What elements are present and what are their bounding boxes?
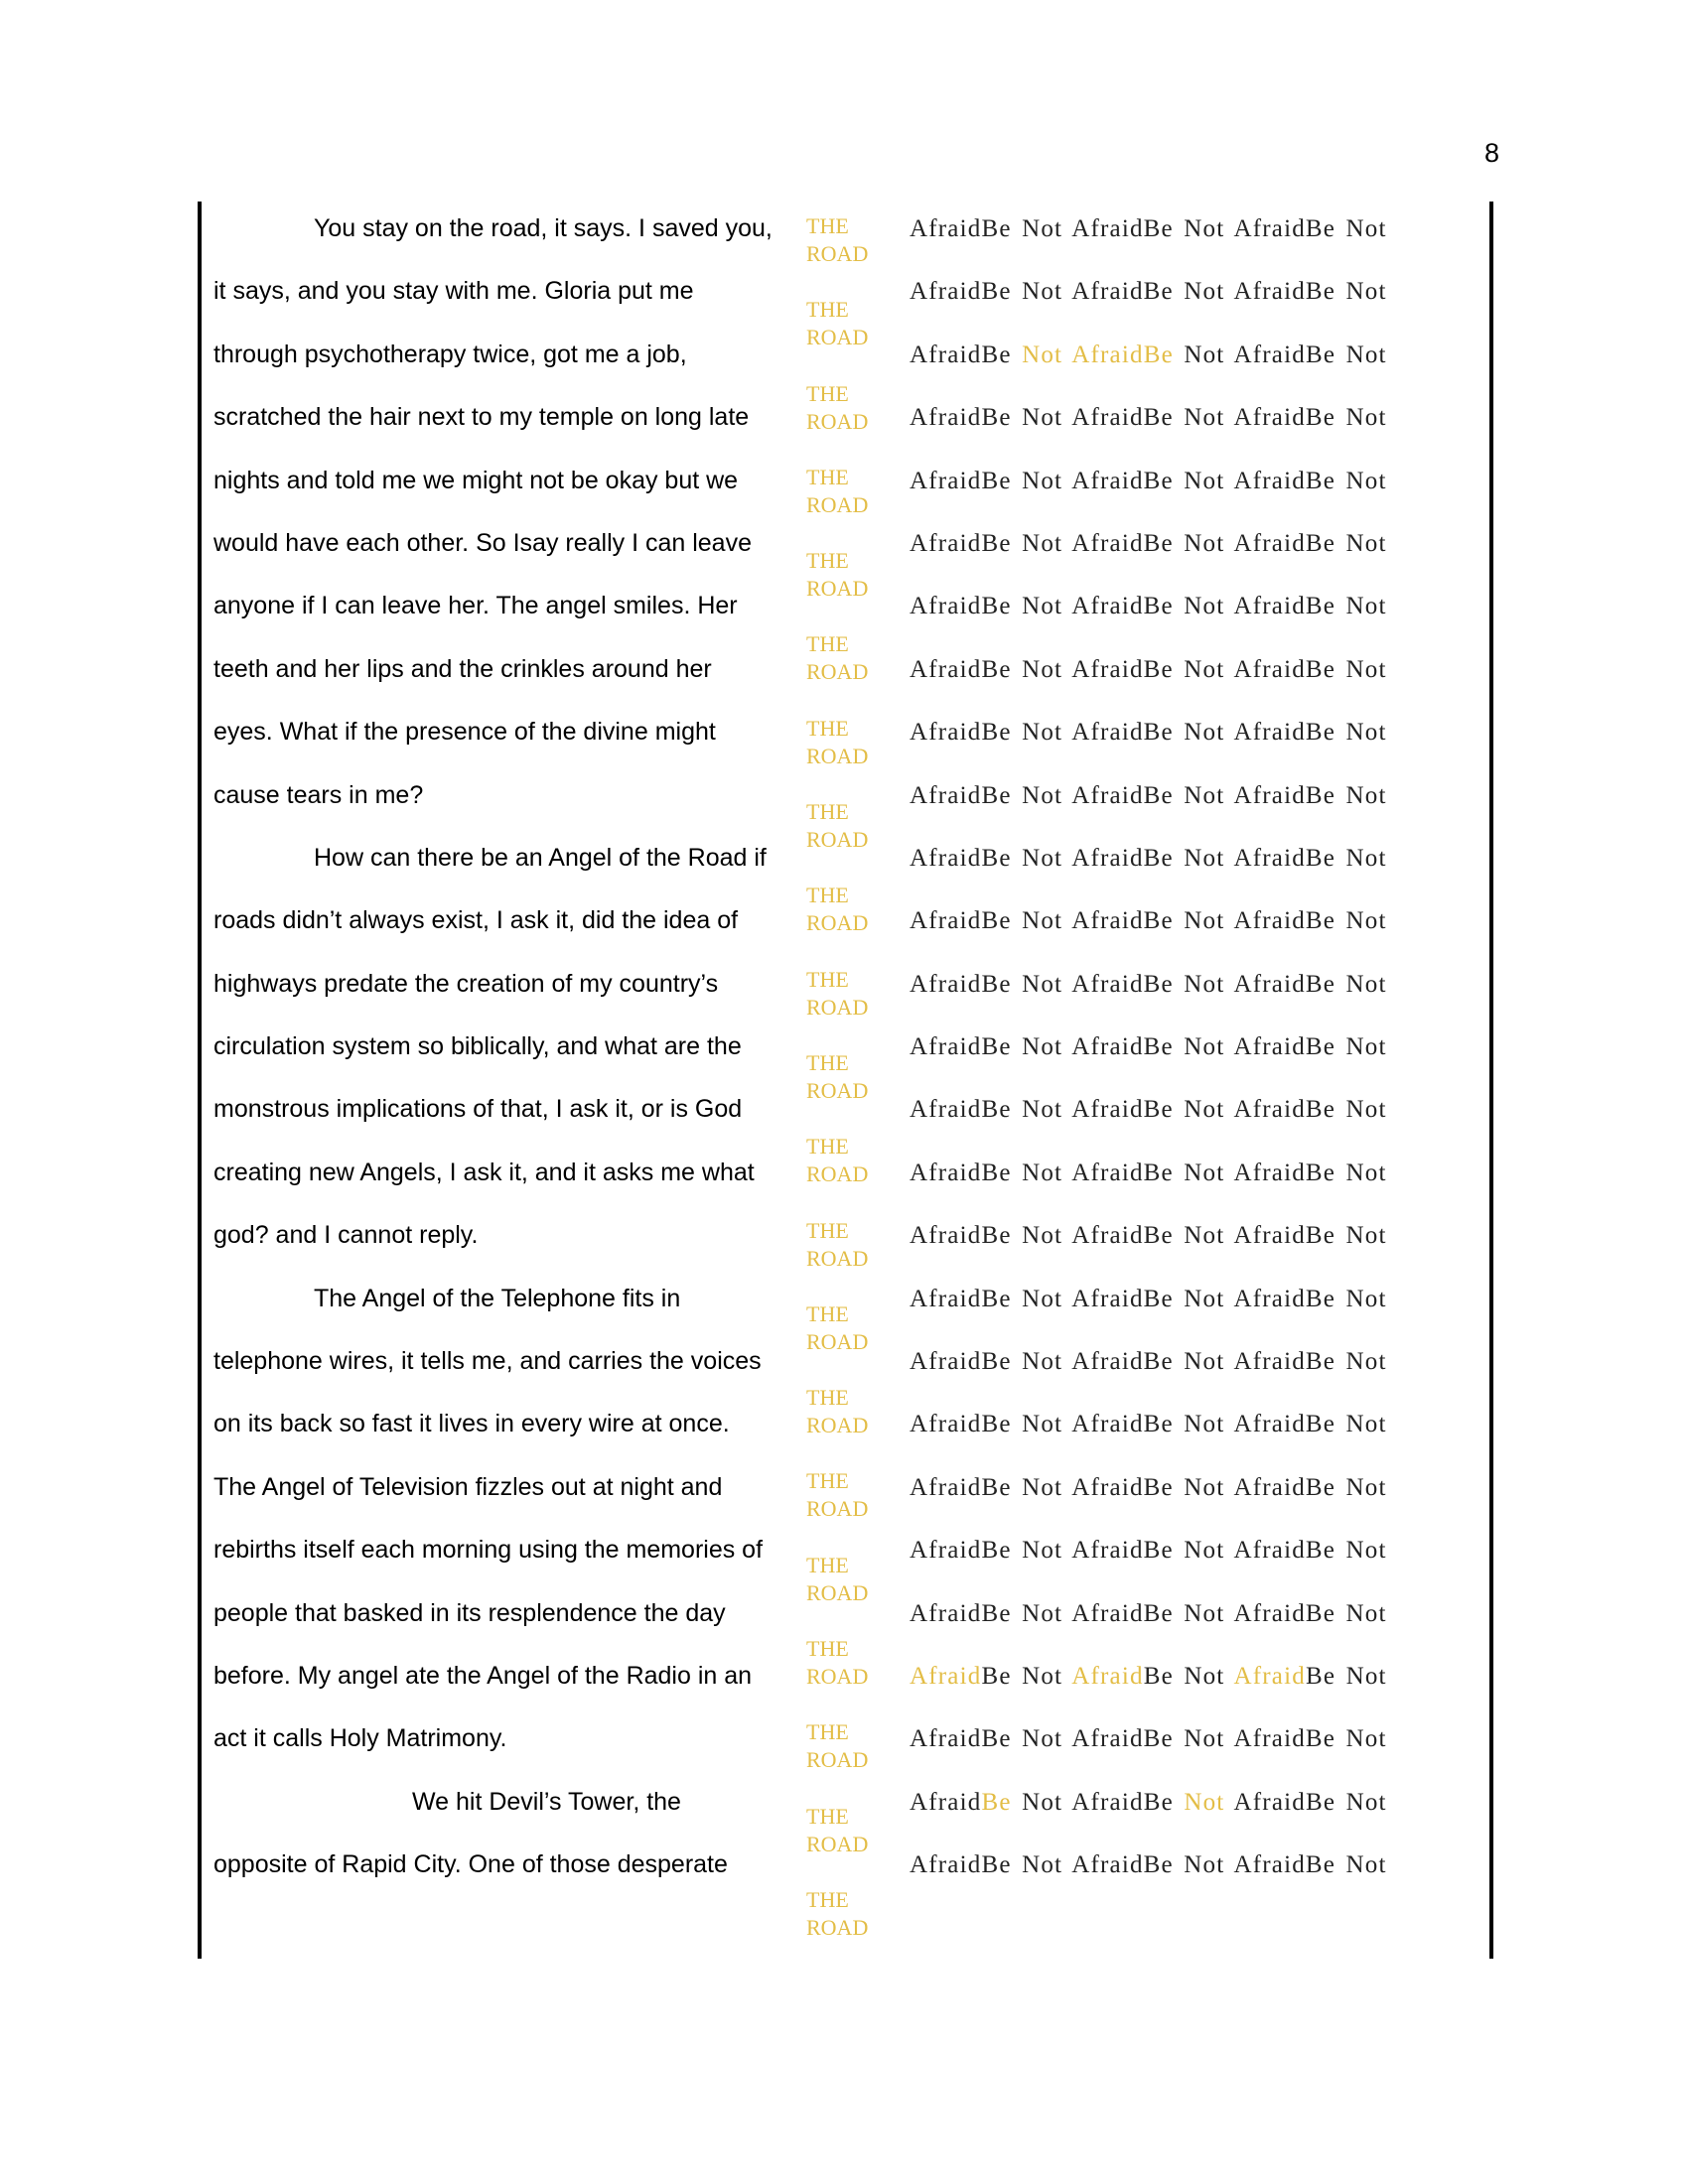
afraid-line: AfraidBe Not AfraidBe Not AfraidBe Not [910,655,1387,683]
road-label-line1: THE [806,1886,849,1912]
afraid-line: AfraidBe Not AfraidBe Not AfraidBe Not [910,404,1387,432]
road-label-line1: THE [806,631,849,657]
prose-line: opposite of Rapid City. One of those desperate [213,1850,728,1879]
afraid-line: AfraidBe Not AfraidBe Not AfraidBe Not [910,719,1387,747]
afraid-line: AfraidBe Not AfraidBe Not AfraidBe Not [910,593,1387,620]
prose-line: rebirths itself each morning using the memories of [213,1536,764,1565]
afraid-line: AfraidBe Not AfraidBe Not AfraidBe Not [910,1411,1387,1438]
road-label-line2: ROAD [806,1831,869,1856]
prose-line: it says, and you stay with me. Gloria put me [213,277,694,306]
road-label-line1: THE [806,297,849,323]
prose-line: The Angel of the Telephone fits in [314,1284,681,1312]
afraid-line: AfraidBe Not AfraidBe Not AfraidBe Not [910,278,1387,306]
road-label-line2: ROAD [806,1664,869,1690]
prose-line: cause tears in me? [213,780,424,809]
prose-line: god? and I cannot reply. [213,1221,479,1250]
afraid-line: AfraidBe Not AfraidBe Not AfraidBe Not [910,1851,1387,1879]
afraid-line: AfraidBe Not AfraidBe Not AfraidBe Not [910,529,1387,557]
afraid-line: AfraidBe Not AfraidBe Not AfraidBe Not [910,1599,1387,1627]
afraid-line: AfraidBe Not AfraidBe Not AfraidBe Not [910,1096,1387,1124]
road-label [806,1803,896,1886]
road-label-line2: ROAD [806,1328,869,1354]
prose-line: scratched the hair next to my temple on long late [213,403,750,432]
highlighted-text: Be [981,1788,1012,1816]
afraid-line: AfraidBe Not AfraidBe Not AfraidBe Not [910,1033,1387,1061]
road-label-line1: THE [806,883,849,908]
road-label [806,798,896,882]
road-label [806,1886,896,1970]
prose-line: monstrous implications of that, I ask it, or is God [213,1095,743,1124]
prose-line: telephone wires, it tells me, and carries the voices [213,1347,762,1376]
road-label-line1: THE [806,213,849,238]
afraid-column [910,202,1485,1901]
highlighted-text: Afraid [1233,1662,1306,1690]
road-label-line1: THE [806,715,849,741]
afraid-line: AfraidBe Not AfraidBe Not AfraidBe Not [910,1662,1387,1690]
road-label-line1: THE [806,380,849,406]
prose-line: How can there be an Angel of the Road if [314,843,767,872]
road-label-line1: THE [806,464,849,489]
road-label-line2: ROAD [806,1413,869,1438]
road-label-line1: THE [806,1719,849,1745]
afraid-line: AfraidBe Not AfraidBe Not AfraidBe Not [910,1788,1387,1816]
prose-line: We hit Devil’s Tower, the [412,1787,681,1816]
road-label-line2: ROAD [806,325,869,350]
prose-line: eyes. What if the presence of the divine might [213,718,716,747]
afraid-line: AfraidBe Not AfraidBe Not AfraidBe Not [910,1537,1387,1565]
afraid-line: AfraidBe Not AfraidBe Not AfraidBe Not [910,341,1387,368]
highlighted-text: Afraid [910,1662,982,1690]
road-label [806,1467,896,1551]
highlighted-text: Afraid [1071,1662,1144,1690]
road-label-line2: ROAD [806,1914,869,1940]
prose-line: creating new Angels, I ask it, and it asks me what [213,1158,755,1186]
afraid-line: AfraidBe Not AfraidBe Not AfraidBe Not [910,215,1387,242]
road-label-line1: THE [806,1552,849,1577]
highlighted-text: Not AfraidBe [1022,341,1174,368]
afraid-line: AfraidBe Not AfraidBe Not AfraidBe Not [910,1473,1387,1501]
road-label [806,212,896,296]
road-label [806,380,896,464]
road-label-line2: ROAD [806,1161,869,1187]
prose-line: act it calls Holy Matrimony. [213,1724,507,1753]
road-label-line2: ROAD [806,659,869,685]
afraid-line: AfraidBe Not AfraidBe Not AfraidBe Not [910,1348,1387,1376]
road-label-line2: ROAD [806,1245,869,1271]
road-label-line2: ROAD [806,827,869,853]
road-label-line2: ROAD [806,491,869,517]
prose-line: teeth and her lips and the crinkles around her [213,654,712,683]
road-label-line1: THE [806,1217,849,1243]
road-label-line1: THE [806,1134,849,1160]
road-label-line1: THE [806,1300,849,1326]
prose-line: circulation system so biblically, and what are the [213,1032,742,1061]
prose-line: highways predate the creation of my country’s [213,969,719,998]
road-label [806,296,896,379]
road-label [806,715,896,798]
road-label-line2: ROAD [806,576,869,602]
road-label-line2: ROAD [806,1579,869,1605]
road-label [806,1300,896,1384]
road-label-line1: THE [806,1636,849,1662]
road-label-line1: THE [806,966,849,992]
road-label-line2: ROAD [806,743,869,768]
road-label-line1: THE [806,1049,849,1075]
afraid-line: AfraidBe Not AfraidBe Not AfraidBe Not [910,1725,1387,1753]
prose-line: before. My angel ate the Angel of the Radio in an [213,1661,753,1690]
prose-line: would have each other. So Isay really I can leave [213,528,752,557]
afraid-line: AfraidBe Not AfraidBe Not AfraidBe Not [910,1222,1387,1250]
road-label-line1: THE [806,548,849,574]
road-label-line2: ROAD [806,1077,869,1103]
right-margin-rule [1489,202,1493,1959]
road-label [806,966,896,1049]
road-label [806,1718,896,1802]
road-label-line2: ROAD [806,1496,869,1522]
prose-line: roads didn’t always exist, I ask it, did the idea of [213,906,739,935]
afraid-line: AfraidBe Not AfraidBe Not AfraidBe Not [910,844,1387,872]
afraid-line: AfraidBe Not AfraidBe Not AfraidBe Not [910,907,1387,935]
left-margin-rule [198,202,202,1959]
road-label-line2: ROAD [806,241,869,266]
afraid-line: AfraidBe Not AfraidBe Not AfraidBe Not [910,970,1387,998]
road-label [806,630,896,714]
road-label [806,1217,896,1300]
road-label-column [806,212,896,1970]
prose-line: people that basked in its resplendence the day [213,1598,726,1627]
road-label-line2: ROAD [806,1747,869,1773]
prose-line: on its back so fast it lives in every wire at once. [213,1410,730,1438]
road-label-line2: ROAD [806,994,869,1020]
road-label [806,1552,896,1635]
afraid-line: AfraidBe Not AfraidBe Not AfraidBe Not [910,467,1387,494]
page-number: 8 [1483,138,1499,168]
afraid-line: AfraidBe Not AfraidBe Not AfraidBe Not [910,1159,1387,1186]
prose-line: through psychotherapy twice, got me a job, [213,340,687,368]
road-label [806,1133,896,1216]
road-label-line1: THE [806,799,849,825]
road-label [806,1049,896,1133]
road-label [806,882,896,965]
prose-column [213,202,784,1901]
prose-line: You stay on the road, it says. I saved you, [314,214,773,242]
road-label-line1: THE [806,1468,849,1494]
prose-line: anyone if I can leave her. The angel smiles. Her [213,592,738,620]
road-label [806,547,896,630]
road-label [806,1384,896,1467]
highlighted-text: Not [1184,1788,1225,1816]
afraid-line: AfraidBe Not AfraidBe Not AfraidBe Not [910,1285,1387,1312]
road-label-line2: ROAD [806,408,869,434]
road-label-line1: THE [806,1385,849,1411]
road-label-line1: THE [806,1803,849,1829]
road-label [806,1635,896,1718]
prose-line: The Angel of Television fizzles out at night and [213,1472,723,1501]
prose-line: nights and told me we might not be okay but we [213,466,739,494]
road-label-line2: ROAD [806,910,869,936]
road-label [806,464,896,547]
afraid-line: AfraidBe Not AfraidBe Not AfraidBe Not [910,781,1387,809]
